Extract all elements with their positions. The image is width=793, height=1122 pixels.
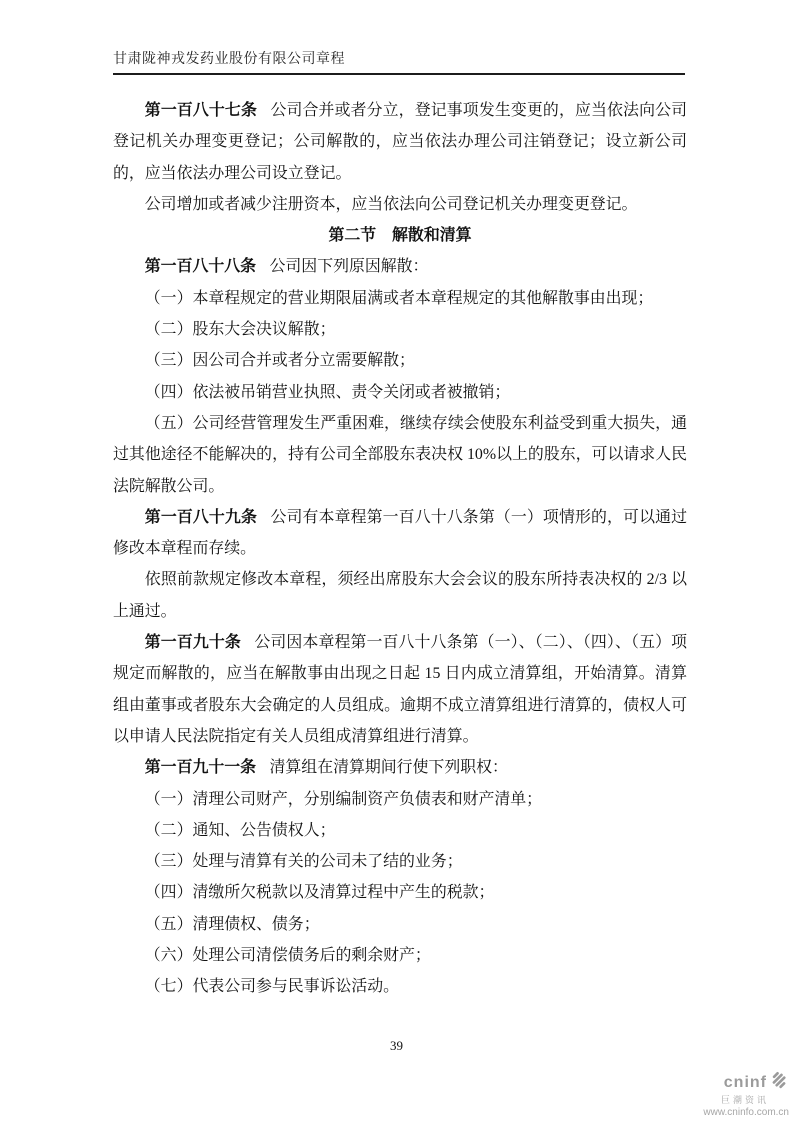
- clause-item: （七）代表公司参与民事诉讼活动。: [144, 978, 400, 996]
- article-190-para: [113, 627, 687, 752]
- document-title: 甘肃陇神戎发药业股份有限公司章程: [113, 52, 345, 67]
- clause-item: （六）处理公司清偿债务后的剩余财产；: [144, 947, 431, 965]
- clause-item: （四）清缴所欠税款以及清算过程中产生的税款；: [144, 884, 495, 902]
- article-191-label: 第一百九十一条: [144, 759, 257, 777]
- section-heading: [113, 220, 687, 251]
- body-paragraph: 公司增加或者减少注册资本，应当依法向公司登记机关办理变更登记。: [144, 195, 638, 213]
- article-188-para: [113, 251, 687, 282]
- article-191-para: [113, 752, 687, 783]
- article-187-label: 第一百八十七条: [144, 102, 257, 119]
- article-189-text: 公司有本章程第一百八十八条第（一）项情形的，可以通过修改本章程而存续。: [113, 508, 688, 558]
- page-header: [113, 48, 685, 75]
- article-188-text: 公司因下列原因解散：: [269, 258, 429, 276]
- clause-item: （一）本章程规定的营业期限届满或者本章程规定的其他解散事由出现；: [144, 289, 654, 307]
- section-title: 解散和清算: [392, 227, 472, 245]
- article-189-para: [113, 502, 687, 565]
- cninfo-url: www.cninfo.com.cn: [703, 1107, 789, 1119]
- article-187-para: [113, 95, 687, 189]
- clause-item: （一）清理公司财产，分别编制资产负债表和财产清单；: [144, 790, 543, 808]
- page-number: 39: [390, 1038, 403, 1053]
- clause-item: （五）公司经营管理发生严重困难，继续存续会使股东利益受到重大损失，通过其他途径不能解决的，持有公司全部股东表决权 10%以上的股东，可以请求人民法院解散公司。: [113, 414, 687, 495]
- clause-item: （四）依法被吊销营业执照、责令关闭或者被撤销；: [144, 383, 511, 401]
- clause-item: （五）清理债权、债务；: [144, 915, 320, 933]
- article-188-label: 第一百八十八条: [144, 258, 257, 276]
- section-label: 第二节: [328, 227, 377, 245]
- clause-item: （二）股东大会决议解散；: [144, 321, 336, 339]
- watermark-brand-row: [703, 1070, 789, 1095]
- clause-item: （三）处理与清算有关的公司未了结的业务；: [144, 853, 463, 871]
- clause-item: （二）通知、公告债权人；: [144, 821, 336, 839]
- clause-item: （三）因公司合并或者分立需要解散；: [144, 352, 415, 370]
- article-190-text: 公司因本章程第一百八十八条第（一）、（二）、（四）、（五）项规定而解散的，应当在解散事由出现之日起 15 日内成立清算组，开始清算。清算组由董事或者股东大会确定的人员组成。逾期不成立清算组进行清算的，债权人可以申请人民法院指定有关人员组成清算组进行清算。: [113, 634, 687, 745]
- article-189-label: 第一百八十九条: [144, 508, 257, 526]
- article-191-text: 清算组在清算期间行使下列职权：: [269, 759, 508, 777]
- article-187-text: 公司合并或者分立，登记事项发生变更的，应当依法向公司登记机关办理变更登记；公司解散的，应当依法办理公司注销登记；设立新公司的，应当依法办理公司设立登记。: [113, 102, 688, 182]
- document-body: [113, 95, 687, 1003]
- cninfo-watermark: [703, 1070, 789, 1118]
- cninfo-swirl-icon: [769, 1070, 789, 1095]
- cninfo-brand-text: cninf: [723, 1073, 767, 1091]
- body-paragraph: 依照前款规定修改本章程，须经出席股东大会会议的股东所持表决权的 2/3 以上通过。: [113, 571, 687, 620]
- cninfo-chinese-name: 巨潮资讯: [720, 1094, 769, 1105]
- article-190-label: 第一百九十条: [144, 634, 241, 652]
